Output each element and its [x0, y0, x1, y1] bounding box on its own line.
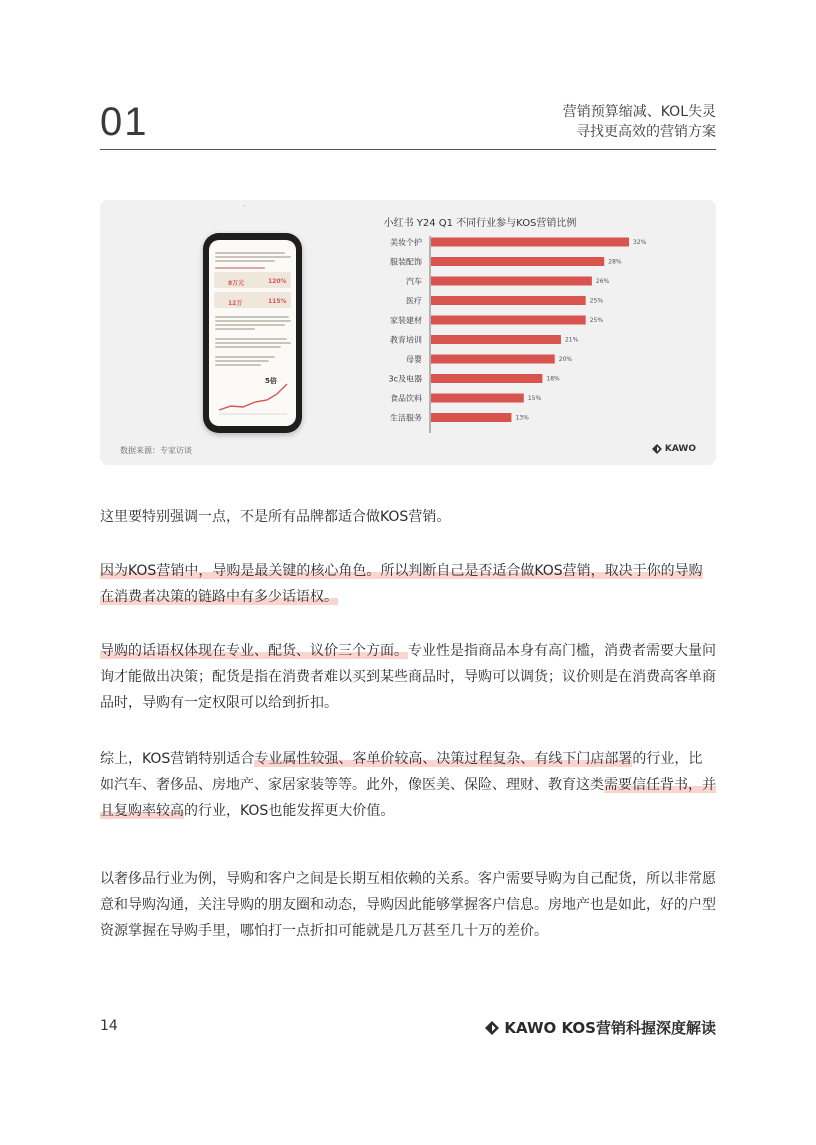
- bar-value-label: 28%: [608, 258, 622, 266]
- paragraph-2: [100, 558, 716, 610]
- bar-category-label: 医疗: [406, 296, 422, 306]
- bar: [431, 257, 604, 266]
- screen-stat-card: [214, 272, 291, 288]
- highlight-text: 专业属性较强、客单价较高、决策过程复杂、有线下门店部署: [254, 751, 633, 767]
- bar: [431, 413, 511, 422]
- paragraph-4: [100, 746, 716, 824]
- kawo-logo-icon: [485, 1021, 499, 1035]
- bar-value-label: 15%: [527, 395, 542, 402]
- bar-value-label: 21%: [564, 336, 579, 344]
- bar: [431, 316, 586, 325]
- screen-text-line: [215, 320, 291, 322]
- screen-text-line: [215, 324, 285, 326]
- phone-notch: [235, 233, 259, 239]
- chapter-number: 01: [100, 100, 149, 144]
- bar: [431, 374, 542, 383]
- bar: [431, 335, 561, 344]
- screen-stat-value: 120%: [268, 278, 287, 285]
- bar-category-label: 美妆个护: [390, 238, 422, 247]
- bar-value-label: 32%: [633, 239, 647, 246]
- bar-value-label: 25%: [589, 297, 604, 305]
- bar-value-label: 20%: [558, 356, 573, 363]
- kawo-logo-icon: [652, 444, 662, 454]
- chart-title: 小红书 Y24 Q1 不同行业参与KOS营销比例: [383, 218, 577, 229]
- screen-stat-value: 8万元: [228, 280, 245, 287]
- bar: [431, 277, 592, 286]
- figure-brand: [652, 444, 696, 454]
- screen-stat-card: [214, 292, 291, 308]
- page-number: 14: [100, 1018, 118, 1034]
- figure-panel: [100, 200, 716, 465]
- screen-text-line: [215, 267, 265, 269]
- bar-category-label: 3c及电器: [388, 374, 422, 384]
- highlight-text: 需要信任背书，并且复购率较高: [100, 777, 716, 819]
- screen-stat-value: 12万: [228, 300, 243, 307]
- screen-text-line: [215, 260, 275, 262]
- bar-category-label: 汽车: [406, 277, 422, 286]
- header-title-line2: 寻找更高效的营销方案: [576, 124, 716, 140]
- bar-category-label: 母婴: [406, 355, 422, 364]
- highlight-text: 因为KOS营销中，导购是最关键的核心角色。所以判断自己是否适合做KOS营销，取决于你的导购在消费者决策的链路中有多少话语权。: [100, 563, 703, 605]
- screen-text-line: [215, 252, 285, 254]
- screen-trend-chart: [217, 380, 289, 416]
- bar-chart: [330, 214, 710, 444]
- footer-brand-text: KAWO KOS营销科握深度解读: [504, 1019, 716, 1037]
- screen-text-line: [215, 328, 255, 330]
- paragraph-3: [100, 638, 716, 716]
- bar-category-label: 食品饮料: [390, 394, 422, 403]
- bar-chart-svg: [330, 214, 710, 444]
- header-divider: [100, 149, 716, 150]
- bar-value-label: 26%: [595, 278, 610, 285]
- screen-stat-value: 115%: [268, 298, 287, 305]
- screen-text-line: [215, 364, 261, 366]
- figure-brand-text: KAWO: [664, 444, 696, 454]
- screen-text-line: [215, 256, 291, 258]
- highlight-text: 导购的话语权体现在专业、配货、议价三个方面。: [100, 643, 408, 659]
- source-note: 数据来源：专家访谈: [120, 446, 192, 455]
- paragraph-1: 这里要特别强调一点，不是所有品牌都适合做KOS营销。: [100, 509, 451, 525]
- header-title: [563, 102, 716, 142]
- screen-text-line: [215, 338, 287, 340]
- bar-value-label: 13%: [515, 414, 529, 422]
- body-text: 综上，KOS营销特别适合: [100, 751, 255, 767]
- bar: [431, 394, 524, 403]
- body-text: 专业性是指商品本身有高门槛，消费者需要大量问询才能做出决策；配货是指在消费者难以买到某些商品时，导购可以调货；议价则是在消费高客单商品时，导购有一定权限可以给到折扣。: [100, 643, 716, 711]
- screen-text-line: [215, 356, 275, 358]
- bar: [431, 296, 586, 305]
- footer-brand: [485, 1017, 716, 1038]
- screen-stat-value: 5倍: [265, 377, 277, 385]
- header-title-line1: 营销预算缩减、KOL失灵: [562, 104, 716, 120]
- body-text: 的行业，KOS也能发挥更大价值。: [184, 803, 395, 819]
- bar: [431, 238, 629, 247]
- bar-category-label: 教育培训: [390, 335, 422, 345]
- paragraph-5: 以奢侈品行业为例，导购和客户之间是长期互相依赖的关系。客户需要导购为自己配货，所以非常愿意和导购沟通，关注导购的朋友圈和动态，导购因此能够掌握客户信息。房地产也是如此，好的户型资源掌握在导购手里，哪怕打一点折扣可能就是几万甚至几十万的差价。: [100, 871, 716, 939]
- screen-text-line: [215, 316, 289, 318]
- bar-category-label: 服装配饰: [390, 257, 422, 267]
- figure-tick: ·: [243, 202, 246, 211]
- screen-text-line: [215, 342, 291, 344]
- bar: [431, 355, 555, 364]
- bar-category-label: 家装建材: [390, 316, 422, 325]
- bar-value-label: 25%: [589, 317, 604, 324]
- bar-category-label: 生活服务: [390, 413, 422, 423]
- phone-mockup: [203, 233, 302, 433]
- screen-text-line: [215, 360, 269, 362]
- screen-text-line: [215, 346, 281, 348]
- body-text: 的行业，比如汽车、奢侈品、房地产、家居家装等等。此外，像医美、保险、理财、教育这类: [100, 751, 703, 793]
- bar-value-label: 18%: [546, 375, 560, 383]
- phone-screen: [209, 240, 296, 426]
